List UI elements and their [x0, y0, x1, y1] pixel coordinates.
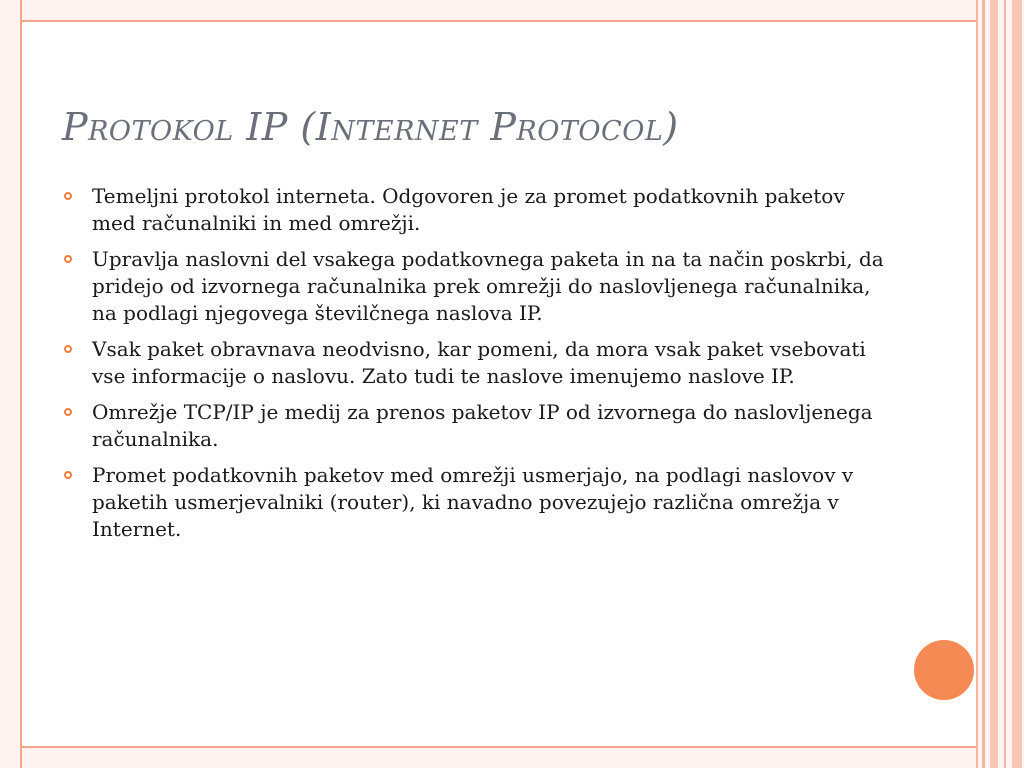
bullet-item	[62, 183, 892, 237]
bullet-circle-icon	[64, 471, 72, 479]
bullet-text: Promet podatkovnih paketov med omrežji usmerjajo, na podlagi naslovov v paketih usmerjevalniki (router), ki navadno povezujejo različna omrežja v Internet.	[92, 463, 854, 541]
bullet-text: Upravlja naslovni del vsakega podatkovnega paketa in na ta način poskrbi, da pridejo od izvornega računalnika prek omrežji do naslovljenega računalnika, na podlagi njegovega številčnega naslova IP.	[92, 247, 884, 325]
stripe	[976, 0, 978, 768]
stripe	[990, 0, 998, 768]
right-stripes-decoration	[976, 0, 1024, 768]
bullet-item	[62, 246, 892, 327]
stripe	[982, 0, 985, 768]
stripe	[1004, 0, 1006, 768]
bullet-circle-icon	[64, 408, 72, 416]
top-border-decoration	[22, 0, 976, 22]
left-border-decoration	[0, 0, 22, 768]
bullet-item	[62, 336, 892, 390]
bullet-circle-icon	[64, 255, 72, 263]
bullet-list	[62, 183, 892, 552]
bullet-circle-icon	[64, 345, 72, 353]
bullet-item	[62, 462, 892, 543]
stripe	[1012, 0, 1022, 768]
bullet-text: Vsak paket obravnava neodvisno, kar pomeni, da mora vsak paket vsebovati vse informacije o naslovu. Zato tudi te naslove imenujemo naslove IP.	[92, 337, 866, 388]
bullet-item	[62, 399, 892, 453]
bottom-border-decoration	[22, 746, 976, 768]
bullet-text: Omrežje TCP/IP je medij za prenos paketov IP od izvornega do naslovljenega računalnika.	[92, 400, 873, 451]
slide-title: Protokol IP (Internet Protocol)	[62, 105, 679, 149]
orange-circle-decoration	[914, 640, 974, 700]
bullet-circle-icon	[64, 192, 72, 200]
bullet-text: Temeljni protokol interneta. Odgovoren je za promet podatkovnih paketov med računalniki in med omrežji.	[92, 184, 845, 235]
